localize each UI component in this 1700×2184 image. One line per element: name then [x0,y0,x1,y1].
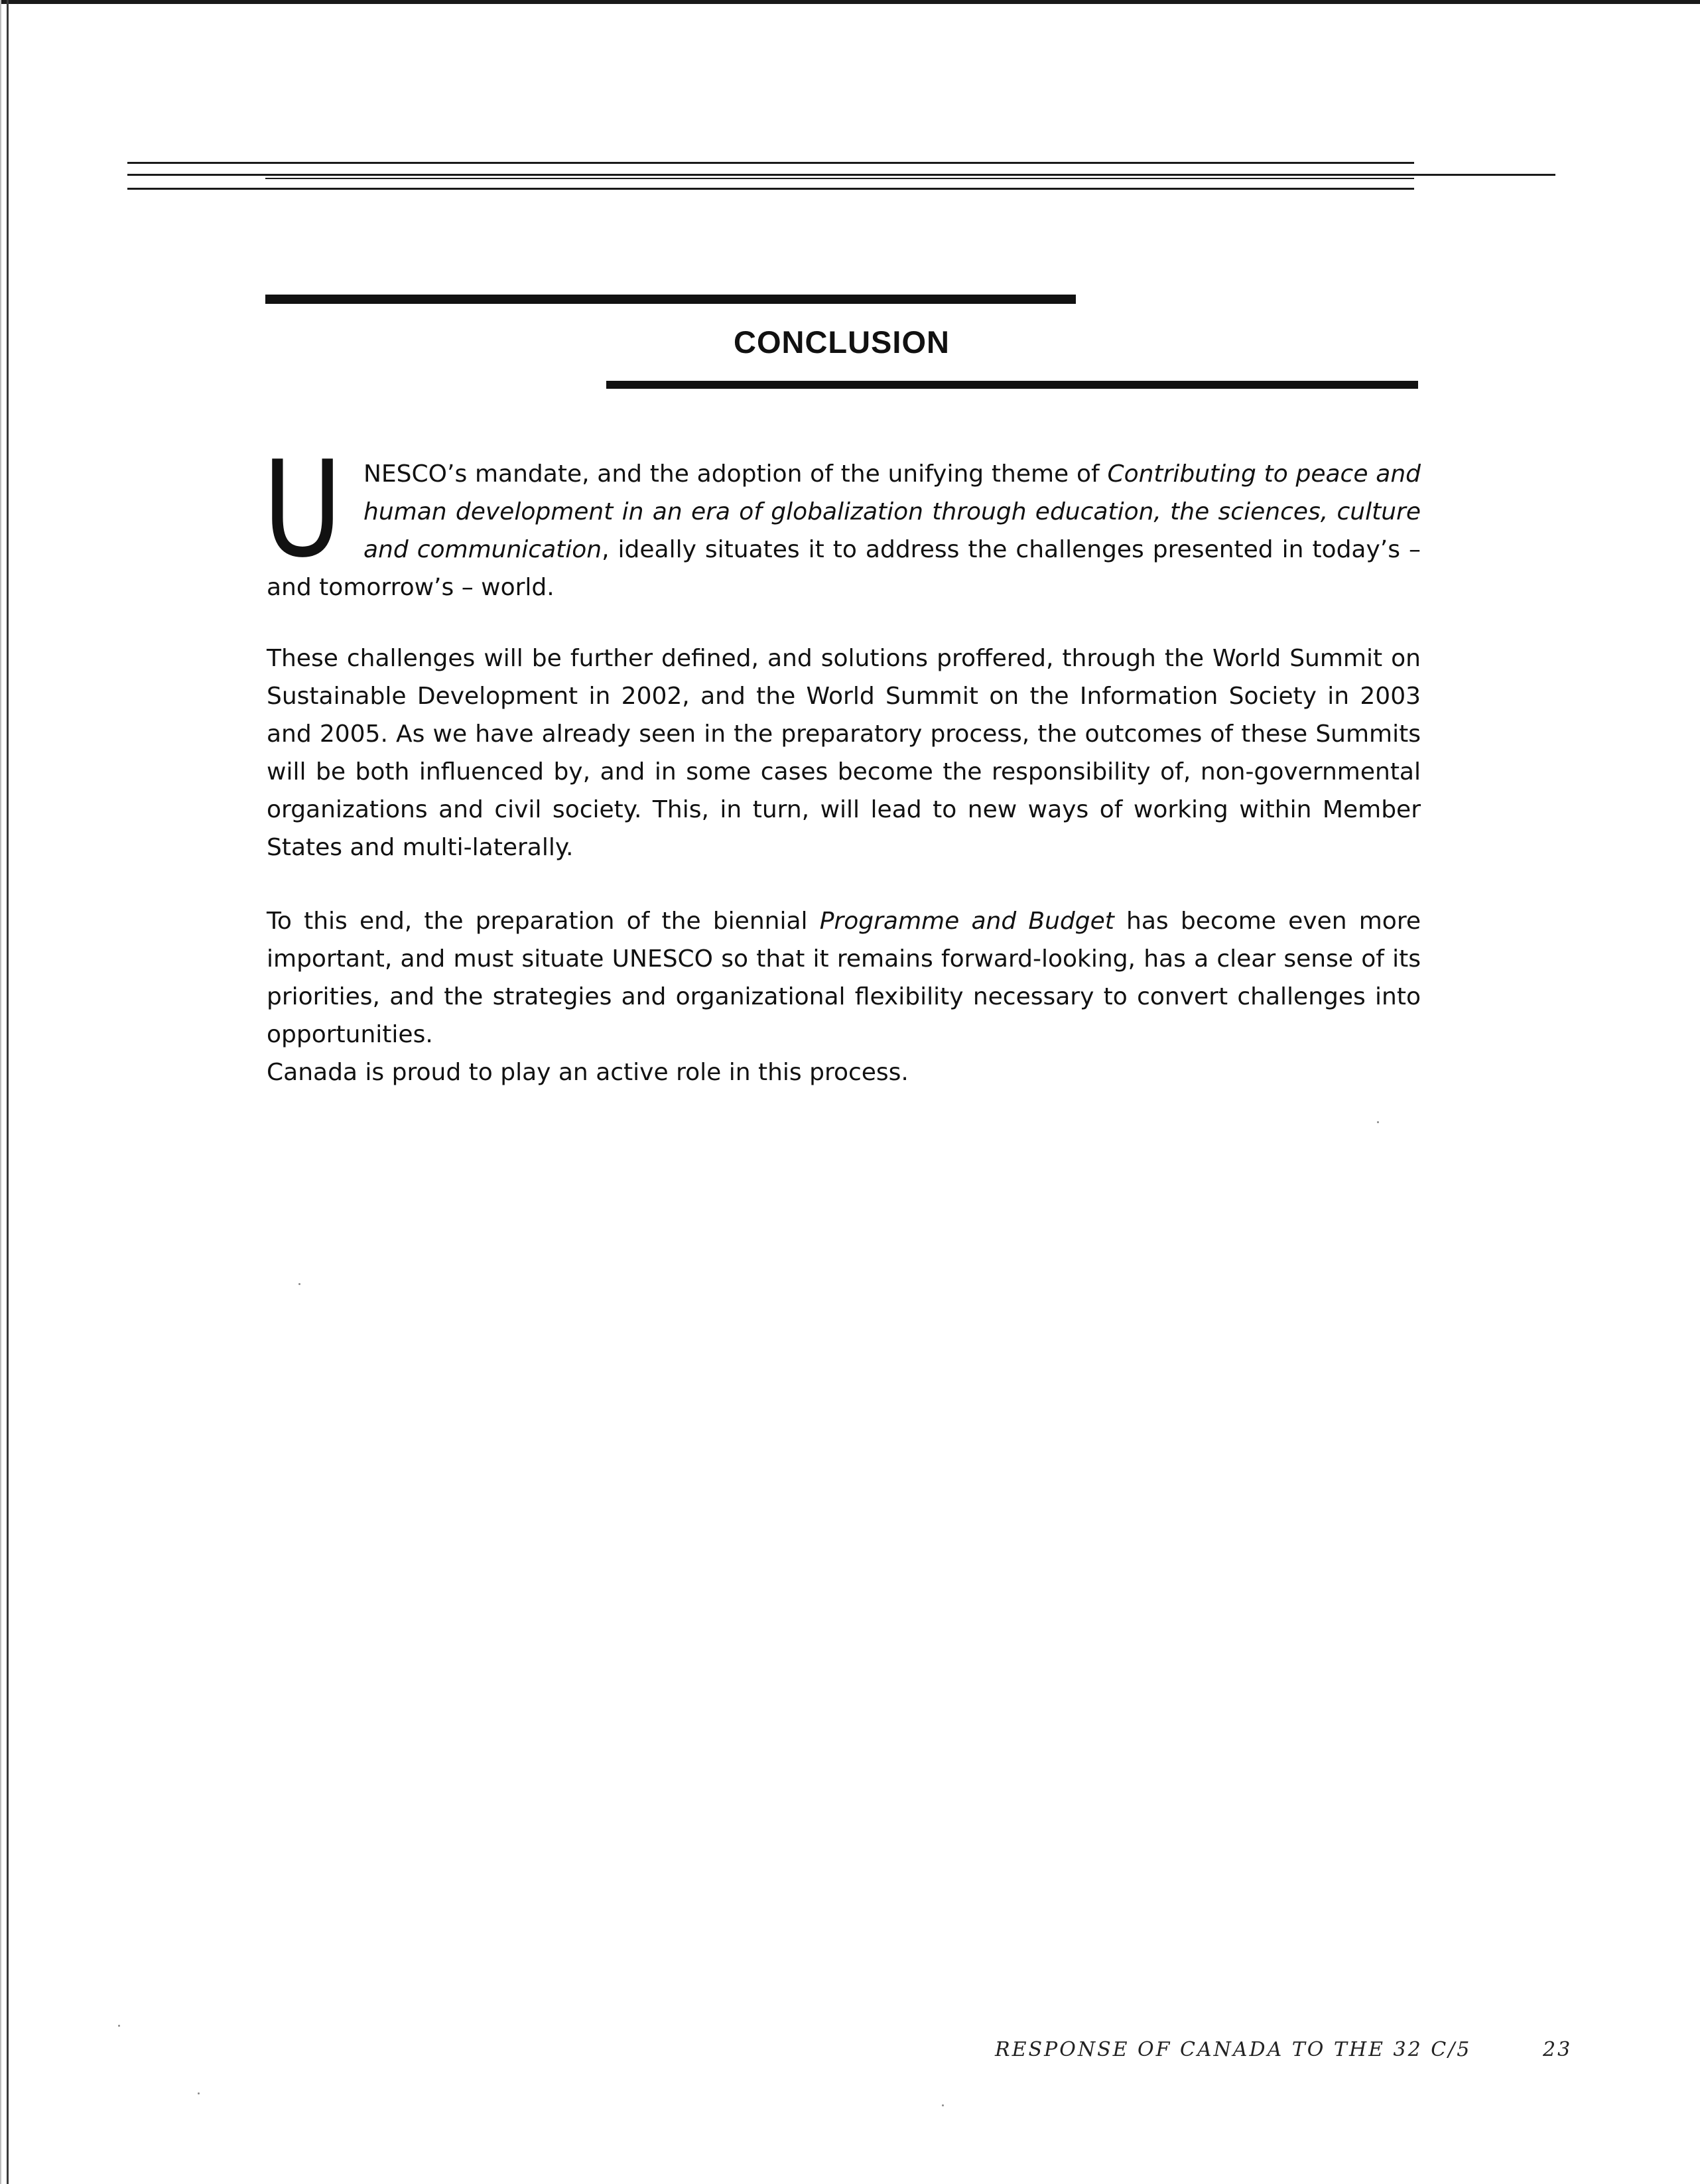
paragraph-3-text-a: To this end, the preparation of the biennial [267,908,820,935]
paragraph-1-italic: Contributing to peace and human development in an era of globalization through education, the sciences, culture and communication [363,460,1421,563]
header-rule-2 [127,174,1555,176]
header-rule-1 [127,162,1414,164]
scan-speck [198,2092,200,2094]
paragraph-1-text-b: , ideally situates it to address the challenges presented in today’s – and tomorrow’s – world. [267,536,1421,601]
scan-speck [298,1283,300,1285]
paragraph-3-italic: Programme and Budget [819,908,1114,935]
paragraph-1 [263,433,1421,606]
paragraph-4 [267,1054,1421,1091]
paragraph-2-text: These challenges will be further defined, and solutions proffered, through the World Summit on Sustainable Development in 2002, and the World Summit on the Information Society in 2003 and 2005. As we have already seen in the preparatory process, the outcomes of these Summits will be both influenced by, and in some cases become the responsibility of, non-governmental organizations and civil society. This, in turn, will lead to new ways of working within Member States and multi-laterally. [267,645,1421,861]
heading-bar-top [265,295,1076,304]
header-rule-3 [265,178,1414,179]
drop-cap: U [263,433,343,587]
scan-top-edge [0,0,1700,4]
scan-speck [1377,1121,1379,1123]
footer-title: RESPONSE OF CANADA TO THE 32 C/5 [995,2038,1472,2061]
paragraph-3-text-b: has become even more important, and must situate UNESCO so that it remains forward-looking, has a clear sense of its priorities, and the strategies and organizational flexibility necessary to convert challenges into opportunities. [267,908,1421,1048]
section-heading: CONCLUSION [734,324,950,360]
scan-speck [942,2104,944,2106]
scan-speck [118,2025,120,2027]
scan-left-edge-faint [0,0,1,2184]
heading-bar-bottom [606,381,1418,389]
scan-left-edge [7,0,9,2184]
page-number: 23 [1543,2038,1573,2061]
paragraph-2 [267,640,1421,866]
paragraph-4-text: Canada is proud to play an active role in this process. [267,1059,909,1086]
paragraph-3 [267,902,1421,1054]
header-rule-4 [127,188,1414,190]
paragraph-1-text-a: NESCO’s mandate, and the adoption of the unifying theme of [363,460,1108,488]
